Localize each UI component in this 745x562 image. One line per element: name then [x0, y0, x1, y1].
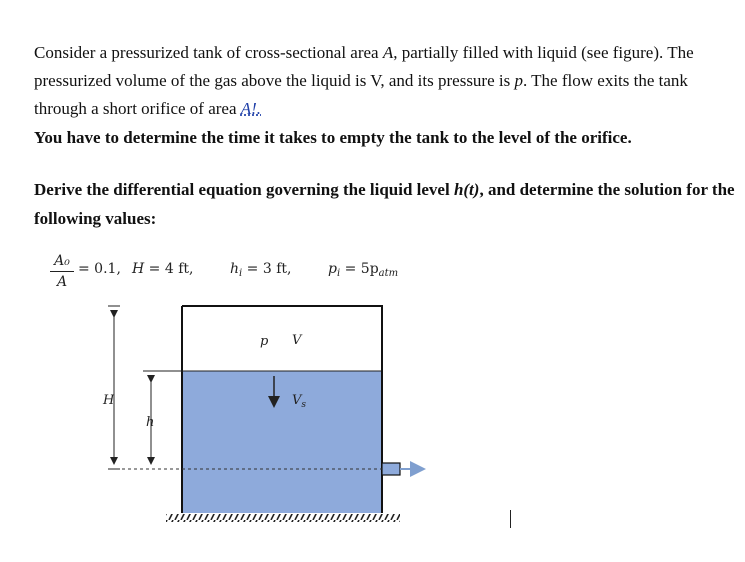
- derive-statement: Derive the differential equation governing the liquid level h(t), and determine the solution for the following values:: [34, 180, 735, 228]
- ground-hatch: [166, 514, 400, 522]
- height-H-value: H = 4 ft,: [132, 261, 194, 277]
- H-label: H: [103, 393, 115, 408]
- gas-volume-label: V: [292, 333, 302, 348]
- area-ratio-value: = 0.1,: [78, 261, 121, 277]
- h-label: h: [146, 415, 155, 430]
- liquid: [183, 371, 382, 513]
- gas-pressure-label: p: [260, 334, 269, 349]
- area-ratio-fraction: $\frac{\text{A₀}}{A}$: [50, 253, 74, 290]
- task-statement: You have to determine the time it takes to empty the tank to the level of the orifice.: [34, 128, 632, 147]
- problem-statement: Consider a pressurized tank of cross-sectional area A, partially filled with liquid (see figure). The pressurized volume of the gas above the liquid is V, and its pressure is p. The flow exits the tank through a short orifice of area A!.: [34, 43, 694, 118]
- orifice-area-link[interactable]: A!.: [240, 99, 262, 118]
- surface-velocity-label: $V_s$: [292, 393, 307, 410]
- initial-pressure-value: $p_i = 5p_{atm}$: [328, 261, 399, 279]
- initial-level-value: $h_i = 3$ ft,: [230, 261, 292, 279]
- orifice-outlet: [382, 463, 400, 475]
